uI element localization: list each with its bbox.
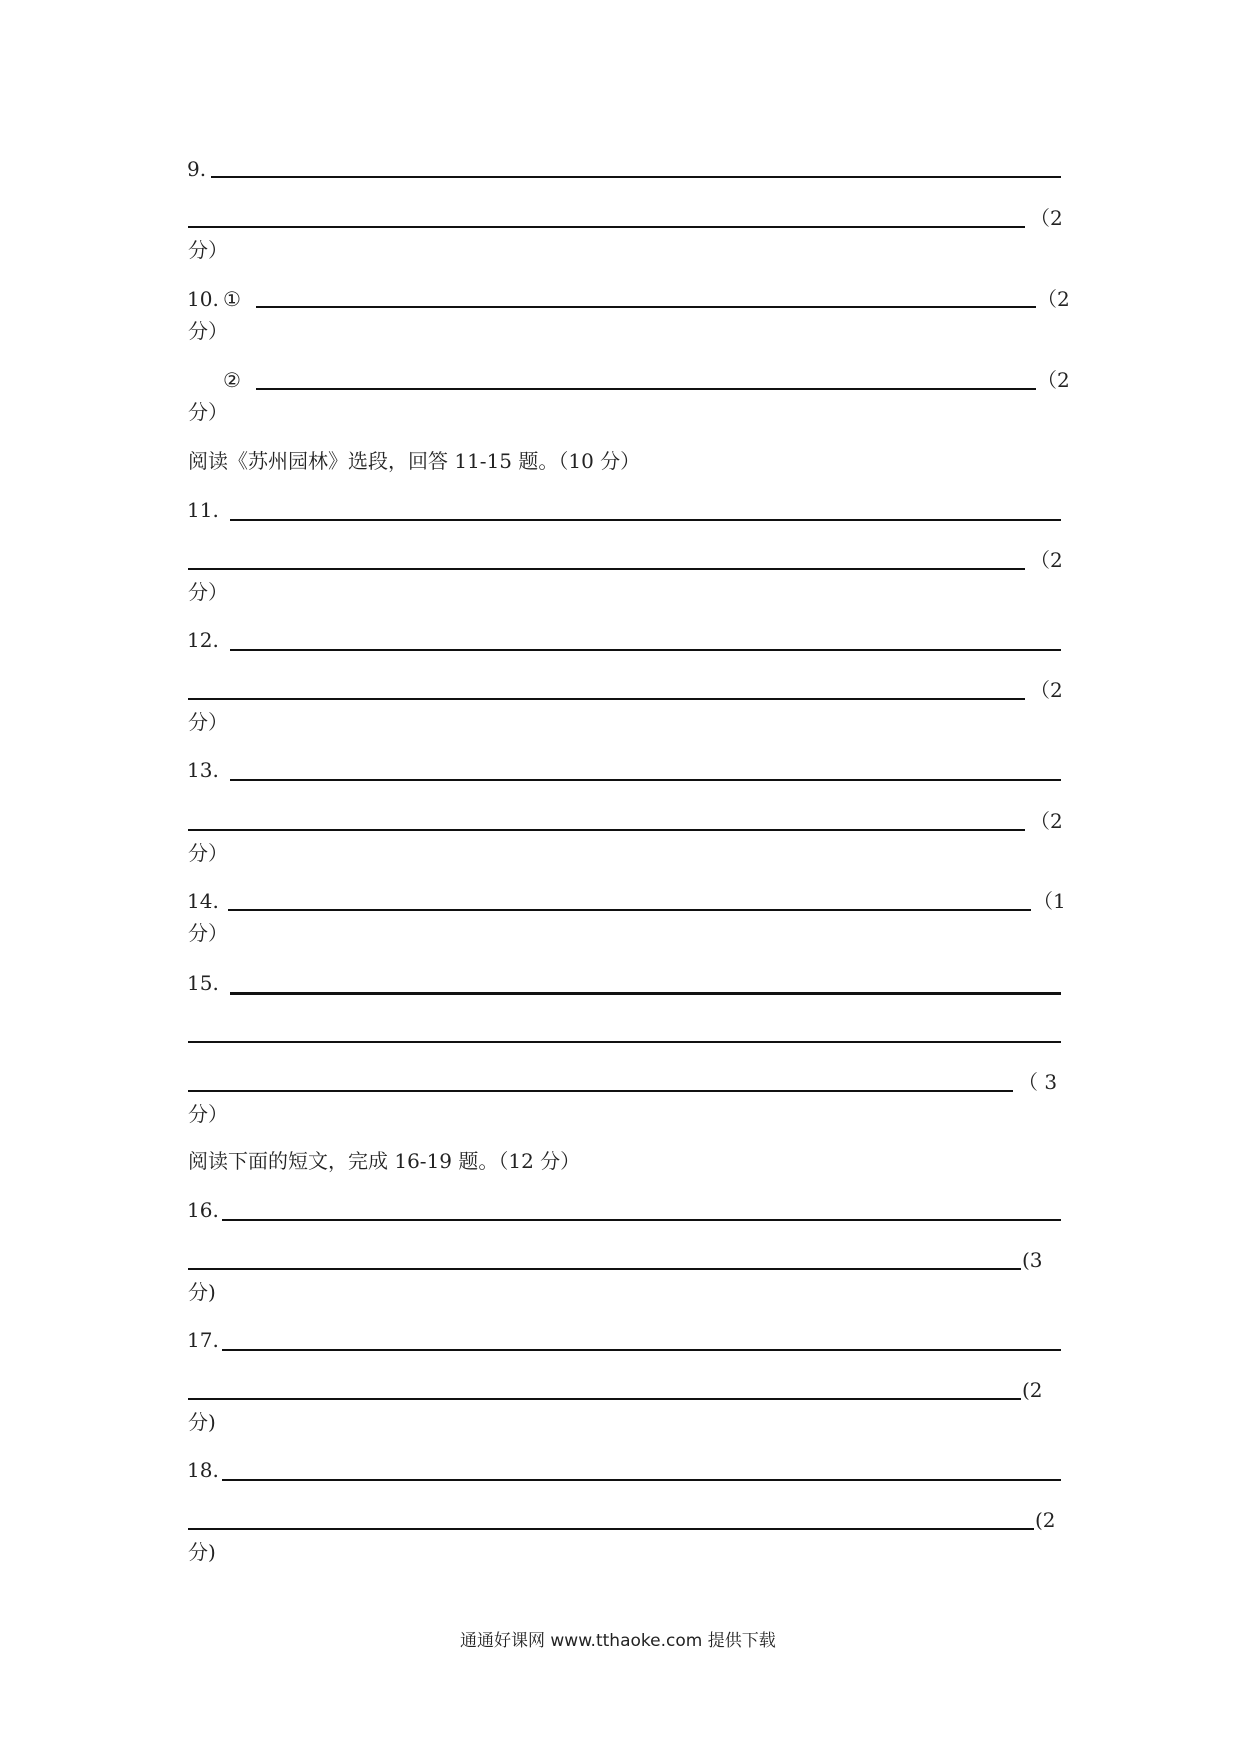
- answer-line[interactable]: [188, 829, 1025, 831]
- score-open: （2: [1030, 809, 1063, 833]
- answer-line[interactable]: [230, 992, 1061, 995]
- answer-line[interactable]: [188, 1528, 1034, 1530]
- score-open: （2: [1030, 678, 1063, 702]
- answer-line[interactable]: [188, 698, 1025, 700]
- question-15-number: 15.: [187, 971, 219, 995]
- score-open: (2: [1022, 1378, 1043, 1402]
- answer-line[interactable]: [230, 519, 1061, 521]
- score-open: (3: [1022, 1248, 1043, 1272]
- question-12-number: 12.: [187, 628, 219, 652]
- score-close: 分): [188, 1410, 216, 1434]
- score-close: 分）: [188, 921, 228, 945]
- score-close: 分）: [188, 1102, 228, 1126]
- score-open: （2: [1030, 206, 1063, 230]
- answer-line[interactable]: [230, 649, 1061, 651]
- question-14-number: 14.: [187, 889, 219, 913]
- section-heading: 阅读下面的短文，完成 16-19 题。（12 分）: [188, 1149, 581, 1173]
- answer-line[interactable]: [188, 1268, 1021, 1270]
- answer-line[interactable]: [222, 1479, 1061, 1481]
- answer-line[interactable]: [228, 909, 1031, 911]
- question-18-number: 18.: [187, 1458, 219, 1482]
- question-13-number: 13.: [187, 758, 219, 782]
- answer-line[interactable]: [211, 176, 1061, 178]
- score-open: （1: [1033, 889, 1066, 913]
- score-open: （2: [1037, 368, 1070, 392]
- score-open: （2: [1030, 548, 1063, 572]
- score-close: 分）: [188, 319, 228, 343]
- question-17-number: 17.: [187, 1328, 219, 1352]
- sub-item-2: ②: [223, 368, 241, 392]
- score-close: 分）: [188, 400, 228, 424]
- answer-line[interactable]: [188, 1398, 1021, 1400]
- score-close: 分）: [188, 710, 228, 734]
- question-9-number: 9.: [187, 157, 207, 181]
- question-10-number: 10.: [187, 287, 219, 311]
- score-close: 分）: [188, 238, 228, 262]
- section-heading: 阅读《苏州园林》选段，回答 11-15 题。（10 分）: [188, 449, 641, 473]
- question-11-number: 11.: [187, 498, 219, 522]
- score-close: 分）: [188, 580, 228, 604]
- question-16-number: 16.: [187, 1198, 219, 1222]
- answer-line[interactable]: [188, 1041, 1061, 1043]
- answer-line[interactable]: [188, 568, 1025, 570]
- answer-line[interactable]: [222, 1219, 1061, 1221]
- answer-line[interactable]: [222, 1349, 1061, 1351]
- score-close: 分): [188, 1280, 216, 1304]
- answer-line[interactable]: [188, 1090, 1013, 1092]
- score-open: （ 3: [1018, 1070, 1058, 1094]
- answer-line[interactable]: [256, 388, 1036, 390]
- score-close: 分）: [188, 841, 228, 865]
- score-open: （2: [1037, 287, 1070, 311]
- score-open: (2: [1035, 1508, 1056, 1532]
- answer-line[interactable]: [230, 779, 1061, 781]
- answer-line[interactable]: [256, 306, 1036, 308]
- page-footer: 通通好课网 www.tthaoke.com 提供下载: [460, 1631, 776, 1651]
- sub-item-1: ①: [223, 287, 241, 311]
- answer-line[interactable]: [188, 226, 1025, 228]
- score-close: 分): [188, 1540, 216, 1564]
